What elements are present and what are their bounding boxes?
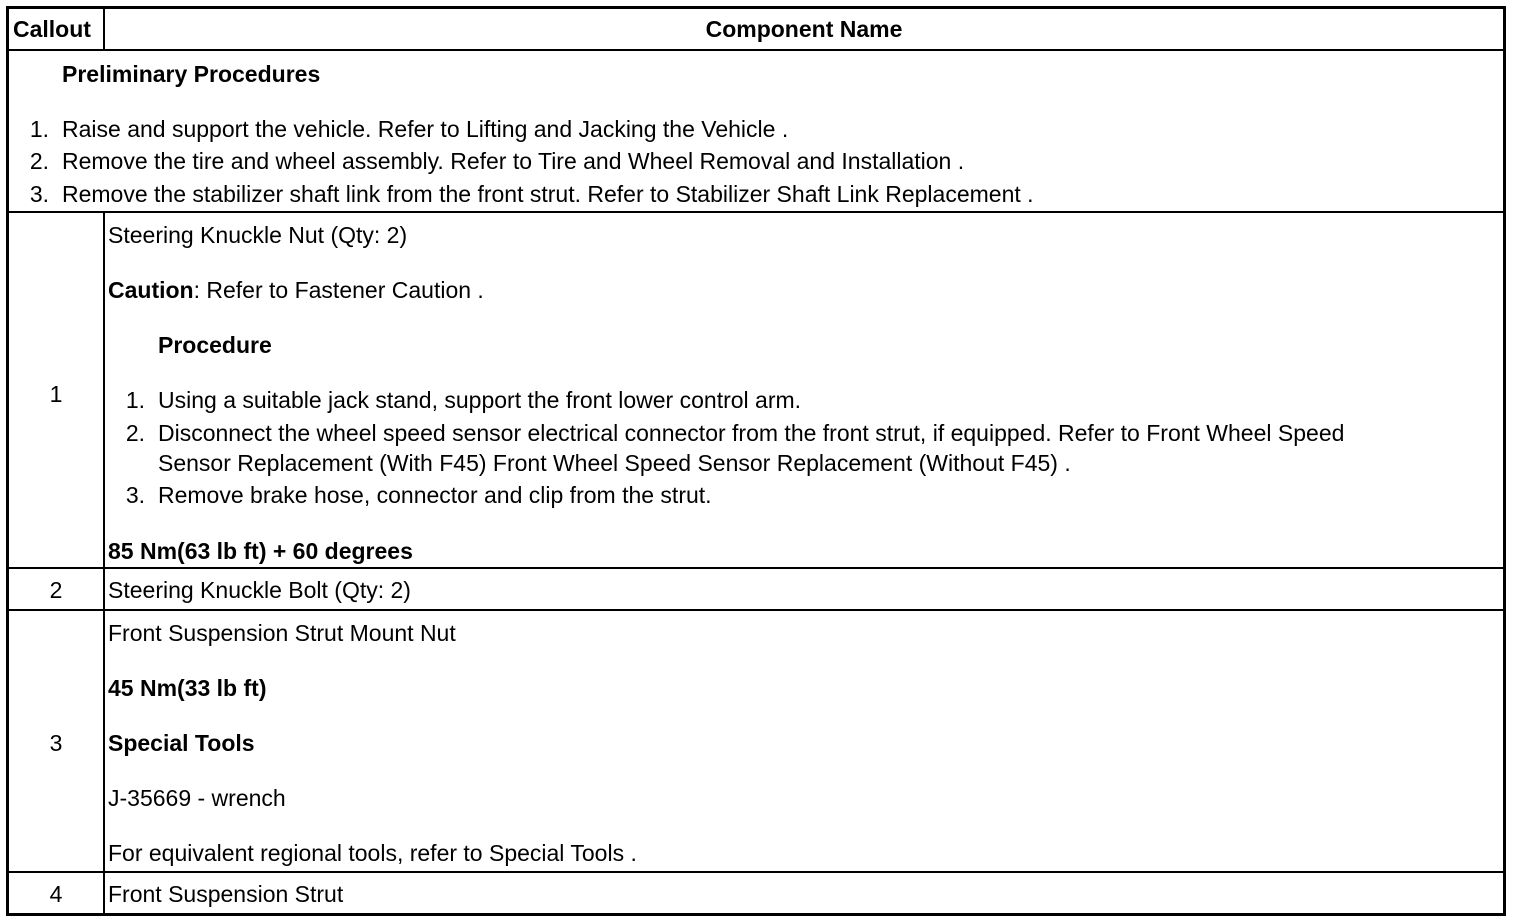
caution-label: Caution	[108, 277, 194, 303]
procedure-step: Disconnect the wheel speed sensor electrical connector from the front strut, if equipped. Refer to Front Wheel Speed	[158, 420, 1345, 446]
torque-spec: 85 Nm(63 lb ft) + 60 degrees	[108, 538, 413, 564]
component-name: Steering Knuckle Bolt (Qty: 2)	[108, 577, 411, 603]
list-item-number: 3.	[125, 482, 145, 508]
table-row	[9, 609, 1503, 873]
preliminary-step: Remove the tire and wheel assembly. Refer to Tire and Wheel Removal and Installation .	[62, 148, 965, 174]
callout-number: 1	[49, 381, 63, 407]
list-item-number: 2.	[125, 420, 145, 446]
table-row	[9, 871, 1503, 915]
caution-note	[108, 277, 484, 303]
callout-column-header: Callout	[13, 16, 91, 42]
preliminary-step: Remove the stabilizer shaft link from the front strut. Refer to Stabilizer Shaft Link Replacement .	[62, 181, 1034, 207]
procedure-step-continuation: Sensor Replacement (With F45) Front Wheel Speed Sensor Replacement (Without F45) .	[158, 450, 1071, 476]
list-item-number: 2.	[29, 148, 49, 174]
table-header-row	[9, 9, 1503, 49]
regional-tools-note: For equivalent regional tools, refer to Special Tools .	[108, 840, 637, 866]
special-tools-title: Special Tools	[108, 730, 255, 756]
procedure-step: Remove brake hose, connector and clip from the strut.	[158, 482, 712, 508]
component-name: Steering Knuckle Nut (Qty: 2)	[108, 222, 408, 248]
component-table	[6, 6, 1506, 916]
component-name: Front Suspension Strut	[108, 881, 344, 907]
torque-spec: 45 Nm(33 lb ft)	[108, 675, 267, 701]
caution-text: : Refer to Fastener Caution .	[193, 277, 484, 303]
preliminary-procedures-title: Preliminary Procedures	[62, 61, 321, 87]
procedure-step: Using a suitable jack stand, support the front lower control arm.	[158, 387, 802, 413]
component-name: Front Suspension Strut Mount Nut	[108, 620, 456, 646]
preliminary-step: Raise and support the vehicle. Refer to Lifting and Jacking the Vehicle .	[62, 116, 789, 142]
list-item-number: 3.	[29, 181, 49, 207]
procedure-title: Procedure	[158, 332, 272, 358]
list-item-number: 1.	[125, 387, 145, 413]
preliminary-procedures-row	[9, 49, 1503, 212]
callout-number: 3	[49, 730, 63, 756]
callout-number: 2	[49, 577, 63, 603]
component-name-column-header: Component Name	[705, 16, 903, 42]
table-row	[9, 211, 1503, 569]
special-tool-item: J-35669 - wrench	[108, 785, 286, 811]
table-row	[9, 567, 1503, 611]
callout-number: 4	[49, 881, 63, 907]
list-item-number: 1.	[29, 116, 49, 142]
